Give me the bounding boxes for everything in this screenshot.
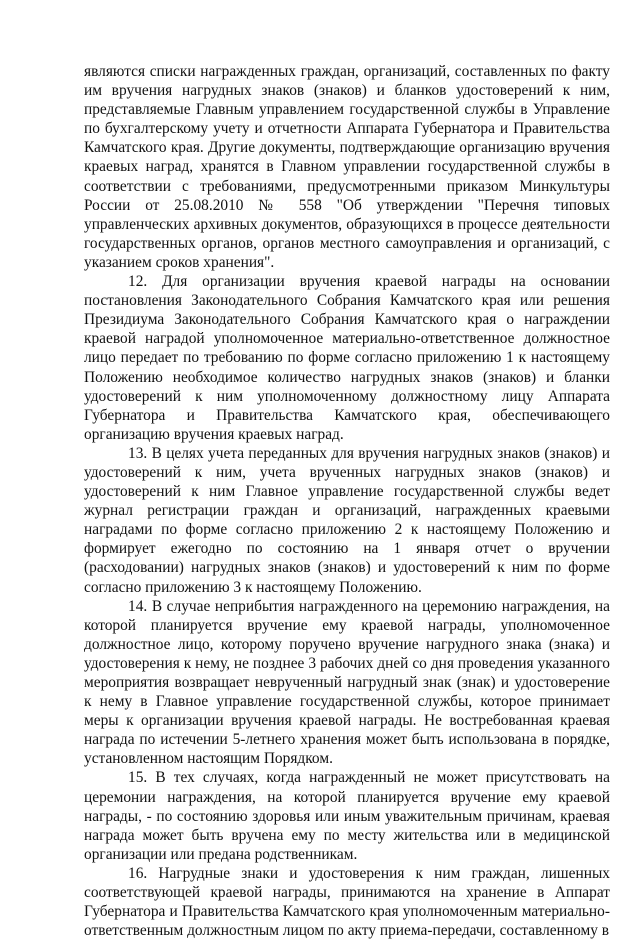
paragraph-continuation: являются списки награжденных граждан, организаций, составленных по факту им вручения нагрудных знаков (знаков) и бланков удостоверений к ним, представляемые Главным управлением государственной службы в Управление по бухгалтерскому учету и отчетности Аппарата Губернатора и Правительства Камчатского края. Другие документы, подтверждающие организацию вручения краевых наград, хранятся в Главном управлении государственной службы в соответствии с требованиями, предусмотренными приказом Минкультуры России от 25.08.2010 № 558 "Об утверждении "Перечня типовых управленческих архивных документов, образующихся в процессе деятельности государственных органов, органов местного самоуправления и организаций, с указанием сроков хранения". xyxy=(84,63,610,271)
paragraph-12: 12. Для организации вручения краевой награды на основании постановления Законодательного Собрания Камчатского края или решения Президиума Законодательного Собрания Камчатского края о награждении краевой наградой уполномоченное материально-ответственное должностное лицо передает по требованию по форме согласно приложению 1 к настоящему Положению необходимое количество нагрудных знаков (знаков) и бланки удостоверений к ним уполномоченному должностному лицу Аппарата Губернатора и Правительства Камчатского края, обеспечивающего организацию вручения краевых наград. xyxy=(84,273,610,443)
document-body xyxy=(84,62,610,940)
paragraph-13: 13. В целях учета переданных для вручения нагрудных знаков (знаков) и удостоверений к ним, учета врученных нагрудных знаков (знаков) и удостоверений к ним Главное управление государственной службы ведет журнал регистрации граждан и организаций, награжденных краевыми наградами по форме согласно приложению 2 к настоящему Положению и формирует ежегодно по состоянию на 1 января отчет о вручении (расходовании) нагрудных знаков (знаков) и удостоверений к ним по форме согласно приложению 3 к настоящему Положению. xyxy=(84,444,610,596)
paragraph-15: 15. В тех случаях, когда награжденный не может присутствовать на церемонии награждения, на которой планируется вручение ему краевой награды, - по состоянию здоровья или иным уважительным причинам, краевая награда может быть вручена ему по месту жительства или в медицинской организации или предана родственникам. xyxy=(84,769,610,863)
paragraph-16: 16. Нагрудные знаки и удостоверения к ним граждан, лишенных соответствующей краевой награды, принимаются на хранение в Аппарат Губернатора и Правительства Камчатского края уполномоченным материально-ответственным должностным лицом по акту приема-передачи, составленному в xyxy=(84,864,610,940)
paragraph-14: 14. В случае неприбытия награжденного на церемонию награждения, на которой планируется вручение ему краевой награды, уполномоченное должностное лицо, которому поручено вручение нагрудного знака (знака) и удостоверения к нему, не позднее 3 рабочих дней со дня проведения указанного мероприятия возвращает неврученный нагрудный знак (знак) и удостоверение к нему в Главное управление государственной службы, которое принимает меры к организации вручения краевой награды. Не востребованная краевая награда по истечении 5-летнего хранения может быть использована в порядке, установленном настоящим Порядком. xyxy=(84,597,610,768)
